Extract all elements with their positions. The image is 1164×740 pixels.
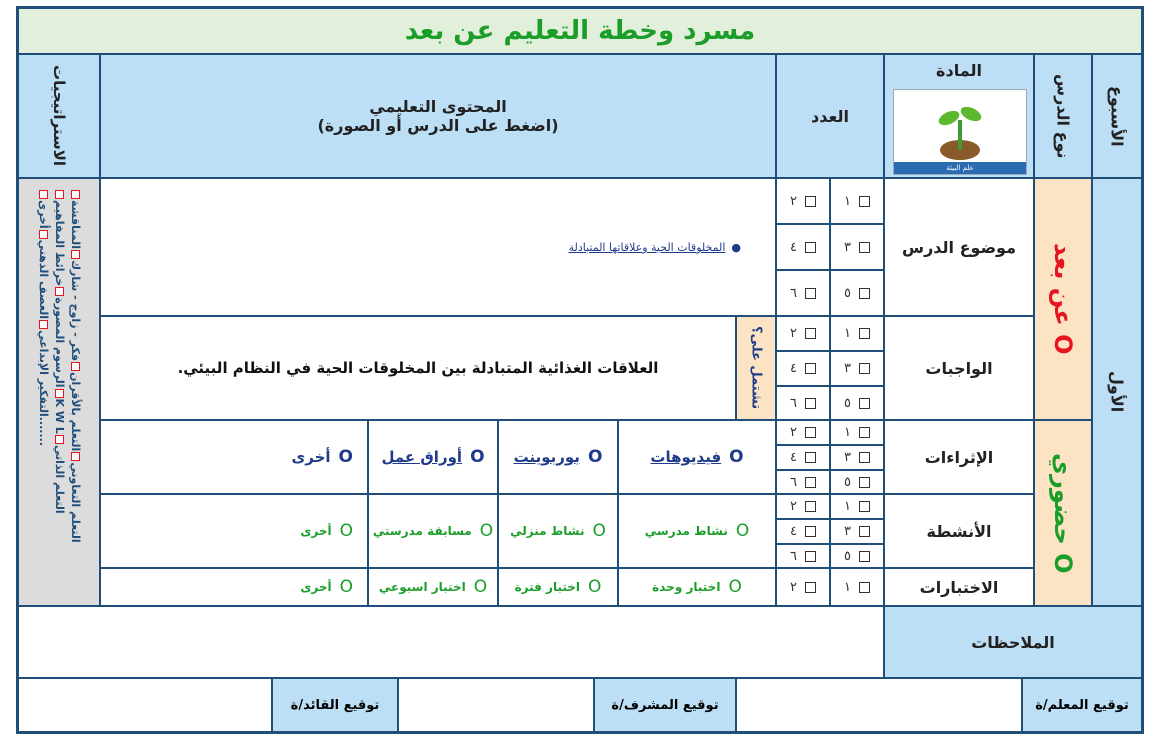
topic-link[interactable]: المخلوقات الحية وعلاقاتها المتبادلة xyxy=(568,241,726,254)
count-6[interactable]: ٦ xyxy=(776,270,830,316)
strategies-header: الاستراتيجيات xyxy=(18,54,100,178)
notes-field[interactable] xyxy=(18,606,884,678)
subject-image-caption: علم البيئة xyxy=(894,162,1026,174)
row-label-homework: الواجبات xyxy=(884,316,1034,420)
count-1[interactable]: ١ xyxy=(830,420,884,445)
week-value: الأول xyxy=(1092,178,1142,606)
activity-home[interactable]: نشاط منزلي O xyxy=(498,494,618,568)
mode-inperson[interactable]: حضوري O xyxy=(1034,420,1092,606)
count-3[interactable]: ٣ xyxy=(830,351,884,386)
count-1[interactable]: ١ xyxy=(830,178,884,224)
topic-content xyxy=(100,178,776,316)
test-period[interactable]: اختبار فترة O xyxy=(498,568,618,606)
subject-header: المادة علم البيئة xyxy=(884,54,1034,178)
topic-link-item[interactable]: ●المخلوقات الحية وعلاقاتها المتبادلة xyxy=(568,241,741,254)
week-header: الأسبوع xyxy=(1092,54,1142,178)
count-6[interactable]: ٦ xyxy=(776,386,830,420)
notes-label: الملاحظات xyxy=(884,606,1142,678)
count-4[interactable]: ٤ xyxy=(776,519,830,544)
row-label-enrichment: الإثراءات xyxy=(884,420,1034,494)
row-label-activities: الأنشطة xyxy=(884,494,1034,568)
supervisor-signature-field[interactable] xyxy=(398,678,594,732)
enrichment-other[interactable]: أخرى O xyxy=(100,420,368,494)
count-4[interactable]: ٤ xyxy=(776,224,830,270)
leader-signature-field[interactable] xyxy=(18,678,272,732)
count-2[interactable]: ٢ xyxy=(776,494,830,519)
strategies-col-2: الرسوم المصورةخرائط المفاهيمK W Lالتعلم الذاتي xyxy=(52,189,66,595)
test-unit[interactable]: اختبار وحدة O xyxy=(618,568,776,606)
supervisor-signature-label: توقيع المشرف/ة xyxy=(594,678,736,732)
enrichment-videos[interactable]: فيديوهات O xyxy=(618,420,776,494)
count-5[interactable]: ٥ xyxy=(830,470,884,494)
count-6[interactable]: ٦ xyxy=(776,470,830,494)
activity-contest[interactable]: مسابقة مدرستي O xyxy=(368,494,498,568)
count-header: العدد xyxy=(776,54,884,178)
test-other[interactable]: أخرى O xyxy=(100,568,368,606)
row-label-topic: موضوع الدرس xyxy=(884,178,1034,316)
count-3[interactable]: ٣ xyxy=(830,519,884,544)
count-4[interactable]: ٤ xyxy=(776,351,830,386)
enrichment-worksheets[interactable]: أوراق عمل O xyxy=(368,420,498,494)
subject-image[interactable] xyxy=(893,89,1027,175)
strategies-col-1: التعلم التعاونيالتعلم بالأقرانفكر - زاوج - شاركالمناقشة xyxy=(68,189,82,595)
count-1[interactable]: ١ xyxy=(830,316,884,351)
page-title: مسرد وخطة التعليم عن بعد xyxy=(18,8,1142,54)
homework-text: العلاقات الغذائية المتبادلة بين المخلوقات الحية في النظام البيئي. xyxy=(177,359,659,377)
count-3[interactable]: ٣ xyxy=(830,224,884,270)
lesson-type-header: نوع الدرس xyxy=(1034,54,1092,178)
enrichment-powerpoint[interactable]: بوربوينت O xyxy=(498,420,618,494)
mode-remote[interactable]: عن بعد O xyxy=(1034,178,1092,420)
activity-other[interactable]: أخرى O xyxy=(100,494,368,568)
count-5[interactable]: ٥ xyxy=(830,544,884,568)
teacher-signature-label: توقيع المعلم/ة xyxy=(1022,678,1142,732)
count-1[interactable]: ١ xyxy=(830,568,884,606)
count-6[interactable]: ٦ xyxy=(776,544,830,568)
content-header: المحتوى التعليمي (اضغط على الدرس أو الصورة) xyxy=(100,54,776,178)
test-weekly[interactable]: اختبار اسبوعي O xyxy=(368,568,498,606)
strategies-col-3: التفكير الإبداعيالعصف الذهنيأخرى....... xyxy=(36,189,50,595)
strategies-list xyxy=(18,178,100,606)
leader-signature-label: توقيع القائد/ة xyxy=(272,678,398,732)
count-2[interactable]: ٢ xyxy=(776,178,830,224)
count-2[interactable]: ٢ xyxy=(776,420,830,445)
homework-content xyxy=(100,316,736,420)
activity-school[interactable]: نشاط مدرسي O xyxy=(618,494,776,568)
plant-icon xyxy=(894,90,1026,162)
plan-sheet xyxy=(16,6,1144,734)
count-3[interactable]: ٣ xyxy=(830,445,884,470)
count-2[interactable]: ٢ xyxy=(776,316,830,351)
count-1[interactable]: ١ xyxy=(830,494,884,519)
count-5[interactable]: ٥ xyxy=(830,386,884,420)
count-5[interactable]: ٥ xyxy=(830,270,884,316)
row-label-tests: الاختبارات xyxy=(884,568,1034,606)
count-2[interactable]: ٢ xyxy=(776,568,830,606)
count-4[interactable]: ٤ xyxy=(776,445,830,470)
teacher-signature-field[interactable] xyxy=(736,678,1022,732)
homework-tag: تشتمل على؟ xyxy=(736,316,776,420)
